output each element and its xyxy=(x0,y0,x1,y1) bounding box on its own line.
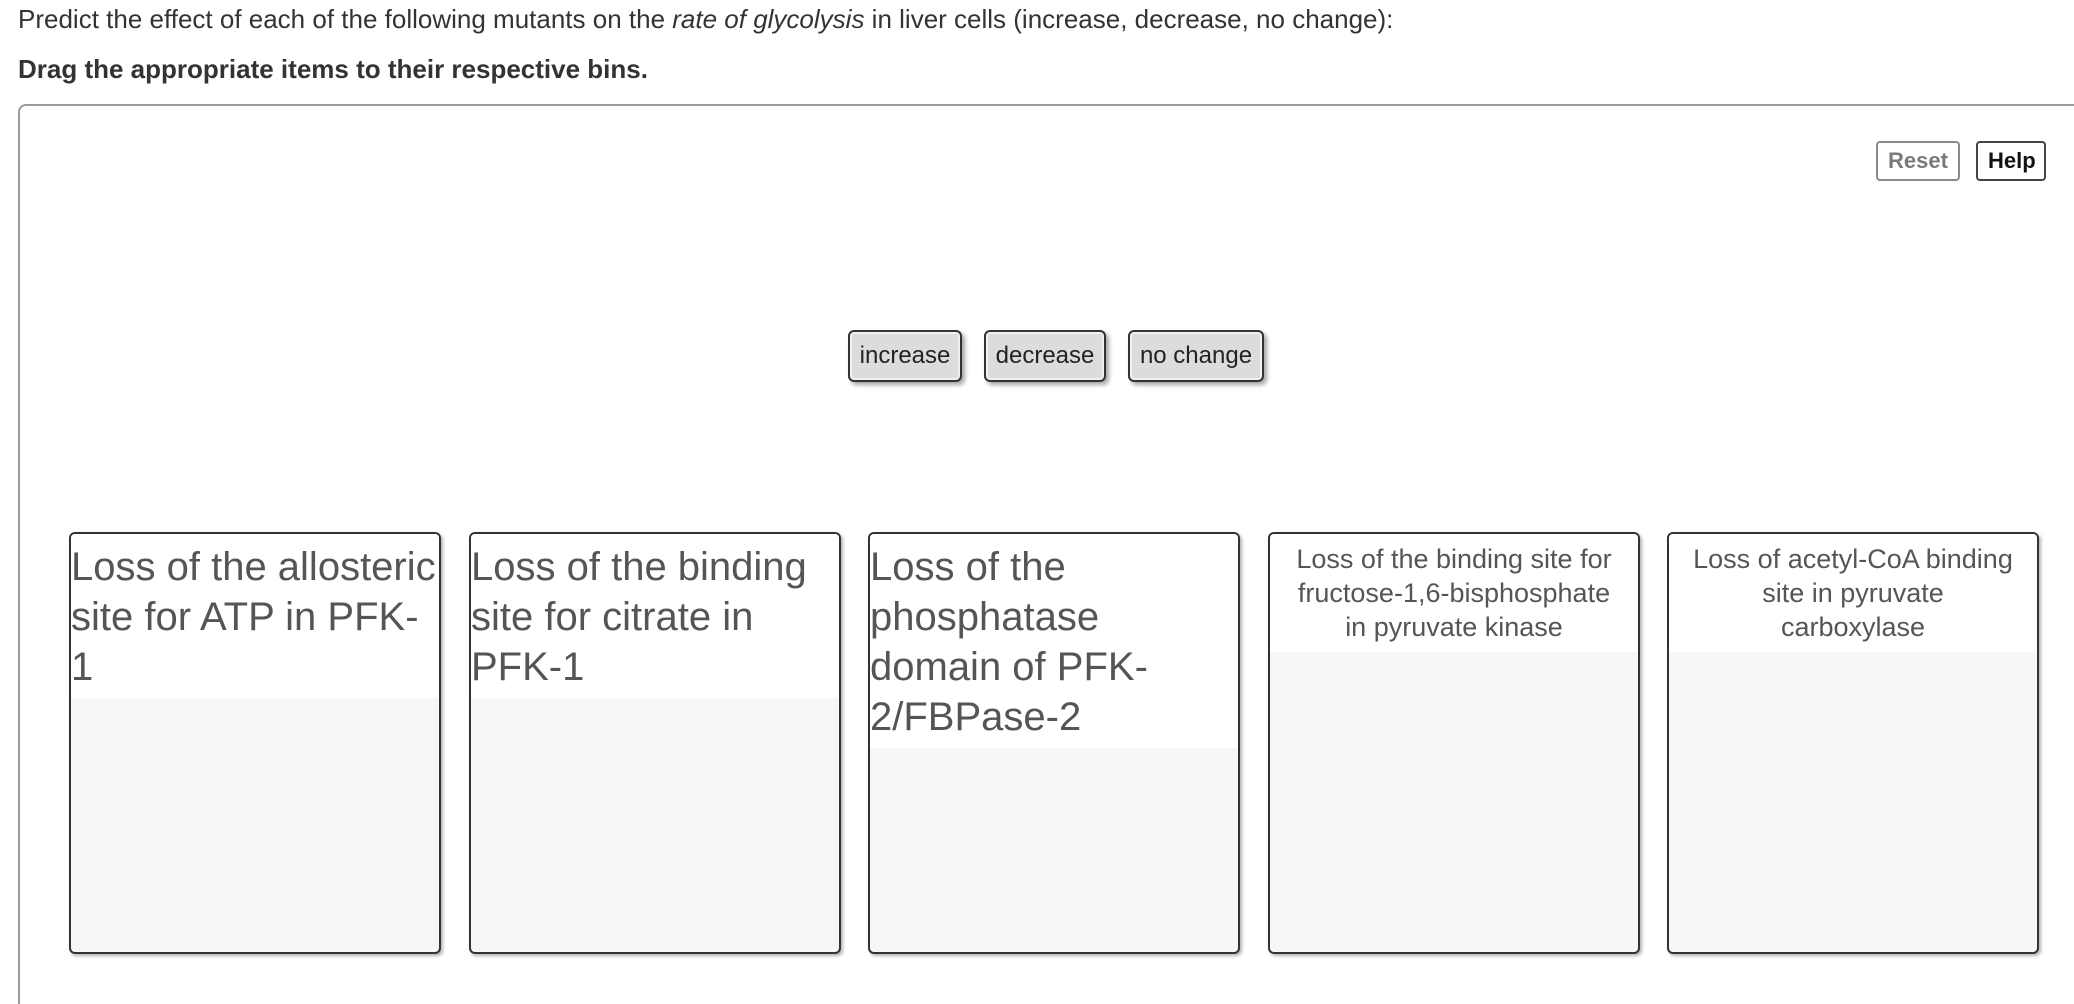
bin-label: Loss of the phosphatase domain of PFK-2/FBPase-2 xyxy=(870,534,1238,748)
chip-no-change[interactable]: no change xyxy=(1128,330,1264,382)
bin-label: Loss of the binding site for fructose-1,6-bisphosphate in pyruvate kinase xyxy=(1270,534,1638,652)
chip-increase[interactable]: increase xyxy=(848,330,962,382)
bin-label: Loss of the allosteric site for ATP in PFK-1 xyxy=(71,534,439,698)
bin-atp-site-pfk1[interactable] xyxy=(69,532,441,954)
bin-label: Loss of acetyl-CoA binding site in pyruvate carboxylase xyxy=(1669,534,2037,652)
prompt-text-after: in liver cells (increase, decrease, no change): xyxy=(864,4,1394,34)
bin-label: Loss of the binding site for citrate in PFK-1 xyxy=(471,534,839,698)
answer-chip-tray xyxy=(0,330,2074,386)
drag-instruction: Drag the appropriate items to their respective bins. xyxy=(18,54,648,84)
question-prompt xyxy=(18,2,1393,36)
bin-phosphatase-domain-pfk2[interactable] xyxy=(868,532,1240,954)
prompt-emphasis: rate of glycolysis xyxy=(672,4,865,34)
chip-decrease[interactable]: decrease xyxy=(984,330,1106,382)
help-button[interactable]: Help xyxy=(1976,141,2046,181)
reset-button[interactable]: Reset xyxy=(1876,141,1960,181)
bin-citrate-site-pfk1[interactable] xyxy=(469,532,841,954)
bin-acetyl-coa-site-pyruvate-carboxylase[interactable] xyxy=(1667,532,2039,954)
bin-f16bp-site-pyruvate-kinase[interactable] xyxy=(1268,532,1640,954)
prompt-text-before: Predict the effect of each of the following mutants on the xyxy=(18,4,673,34)
